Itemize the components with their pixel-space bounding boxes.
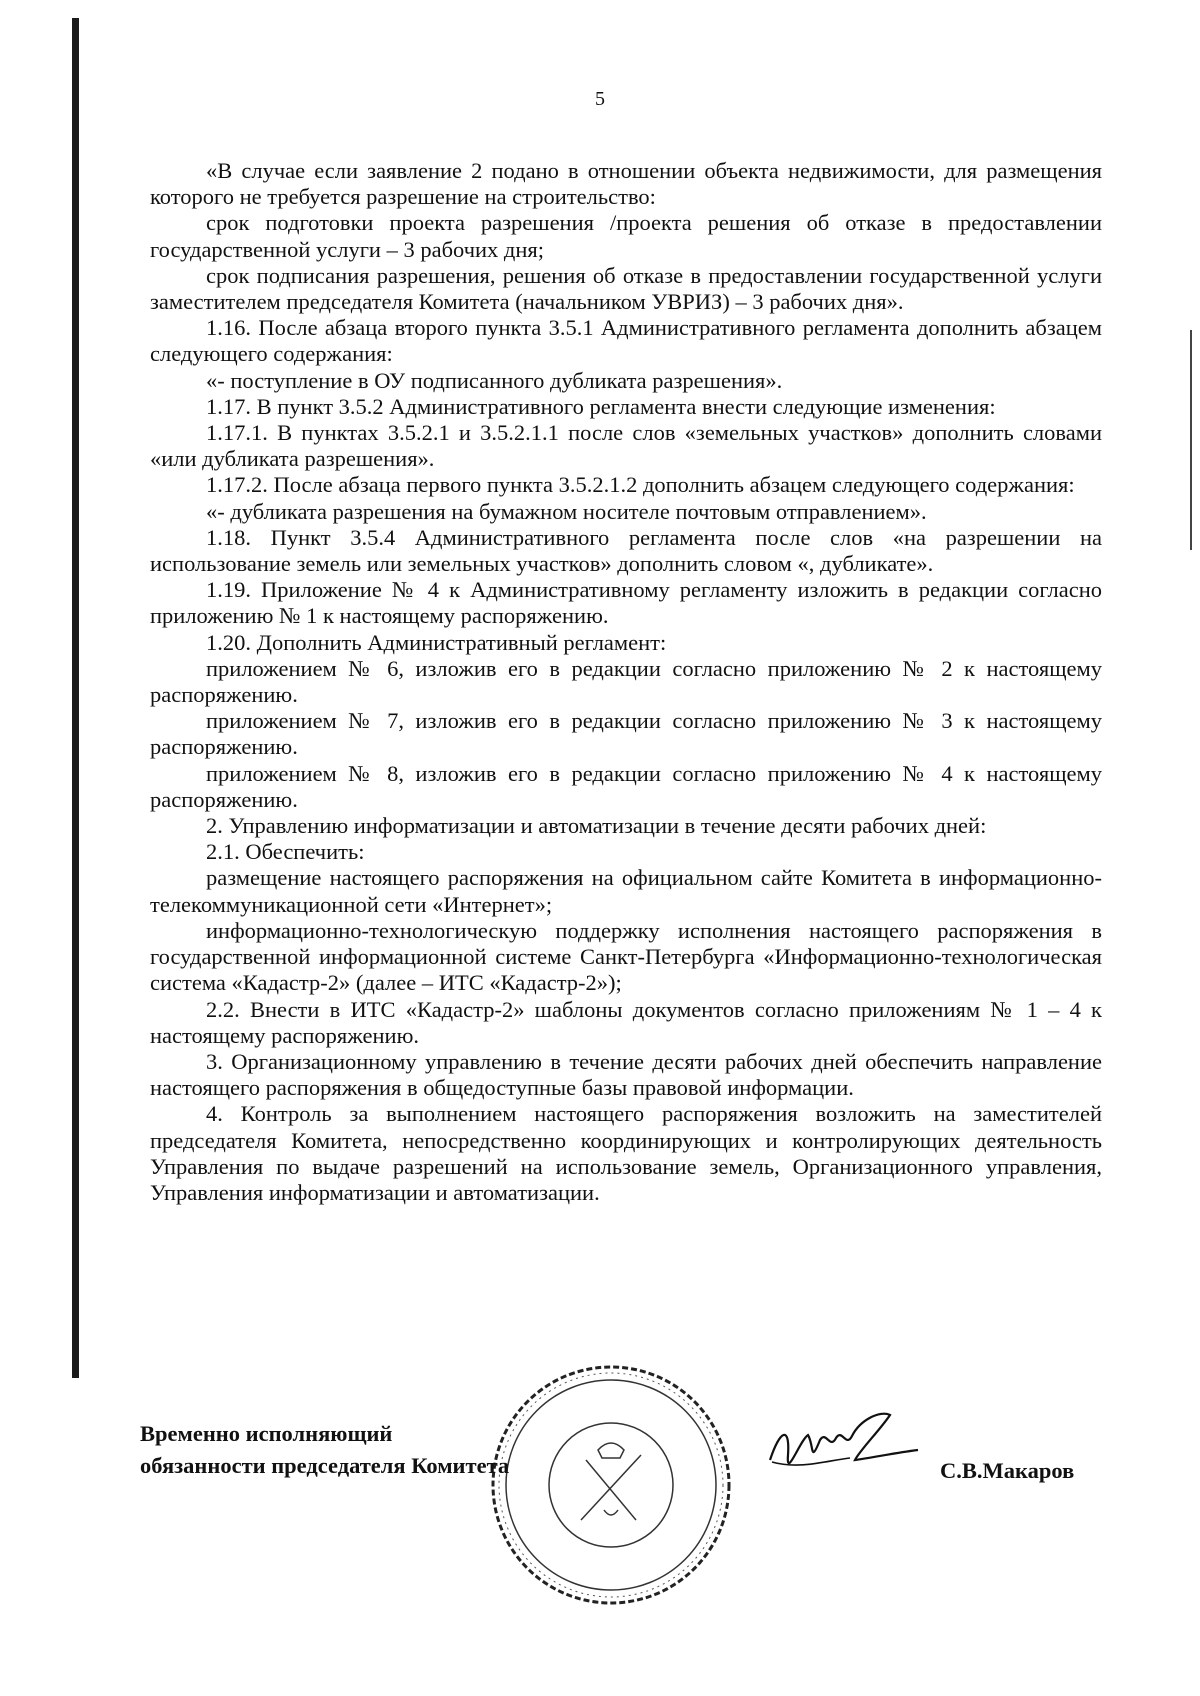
signatory-title (140, 1418, 509, 1482)
signatory-title-line-1: Временно исполняющий (140, 1421, 393, 1446)
page-number: 5 (595, 88, 605, 110)
paragraph: 1.18. Пункт 3.5.4 Административного регламента после слов «на разрешении на использование земель или земельных участков» дополнить словом «, дубликате». (150, 524, 1102, 577)
signatory-name: С.В.Макаров (940, 1458, 1075, 1483)
paragraph: 1.16. После абзаца второго пункта 3.5.1 Административного регламента дополнить абзацем следующего содержания: (150, 315, 1102, 367)
paragraph: приложением № 6, изложив его в редакции согласно приложению № 2 к настоящему распоряжению. (150, 655, 1102, 708)
paragraph: 1.20. Дополнить Административный регламент: (206, 629, 667, 655)
official-seal-stamp (486, 1360, 736, 1610)
paragraph: 1.19. Приложение № 4 к Административному регламенту изложить в редакции согласно приложению № 1 к настоящему распоряжению. (150, 577, 1102, 629)
paragraph: 2. Управлению информатизации и автоматизации в течение десяти рабочих дней: (206, 813, 987, 839)
paragraph: 1.17.2. После абзаца первого пункта 3.5.2.1.2 дополнить абзацем следующего содержания: (206, 472, 1075, 498)
paragraph: срок подписания разрешения, решения об отказе в предоставлении государственной услуги заместителем председателя Комитета (начальником УВРИЗ) – 3 рабочих дня». (150, 262, 1102, 315)
handwritten-signature (760, 1400, 920, 1500)
paragraph: 4. Контроль за выполнением настоящего распоряжения возложить на заместителей председателя Комитета, непосредственно координирующих и контролирующих деятельность Управления по выдаче разрешений на использование земель, Организационного управления, Управления информатизации и автоматизации. (150, 1101, 1102, 1205)
paragraph: размещение настоящего распоряжения на официальном сайте Комитета в информационно-телекоммуникационной сети «Интернет»; (150, 865, 1102, 917)
paragraph: «- поступление в ОУ подписанного дубликата разрешения». (206, 367, 783, 393)
paragraph: срок подготовки проекта разрешения /проекта решения об отказе в предоставлении государственной услуги – 3 рабочих дня; (150, 210, 1102, 262)
scan-edge-left (72, 18, 79, 1378)
paragraph: 2.1. Обеспечить: (206, 839, 365, 865)
paragraph: информационно-технологическую поддержку исполнения настоящего распоряжения в государственной информационной системе Санкт-Петербурга «Информационно-технологическая система «Кадастр-2» (далее – ИТС «Кадастр-2»); (150, 917, 1102, 996)
paragraph: 1.17. В пункт 3.5.2 Административного регламента внести следующие изменения: (206, 393, 996, 419)
paragraph: 2.2. Внести в ИТС «Кадастр-2» шаблоны документов согласно приложениям № 1 – 4 к настоящему распоряжению. (150, 996, 1102, 1048)
paragraph: 3. Организационному управлению в течение десяти рабочих дней обеспечить направление настоящего распоряжения в общедоступные базы правовой информации. (150, 1048, 1102, 1101)
signatory-title-line-2: обязанности председателя Комитета (140, 1453, 510, 1478)
paragraph: 1.17.1. В пунктах 3.5.2.1 и 3.5.2.1.1 после слов «земельных участков» дополнить словами «или дубликата разрешения». (150, 420, 1102, 472)
paragraph: приложением № 7, изложив его в редакции согласно приложению № 3 к настоящему распоряжению. (150, 708, 1102, 760)
document-body (150, 158, 1102, 1206)
paragraph: «- дубликата разрешения на бумажном носителе почтовым отправлением». (206, 498, 927, 524)
paragraph: приложением № 8, изложив его в редакции согласно приложению № 4 к настоящему распоряжению. (150, 760, 1102, 812)
scan-edge-right (1190, 330, 1192, 550)
paragraph: «В случае если заявление 2 подано в отношении объекта недвижимости, для размещения которого не требуется разрешение на строительство: (150, 158, 1102, 210)
